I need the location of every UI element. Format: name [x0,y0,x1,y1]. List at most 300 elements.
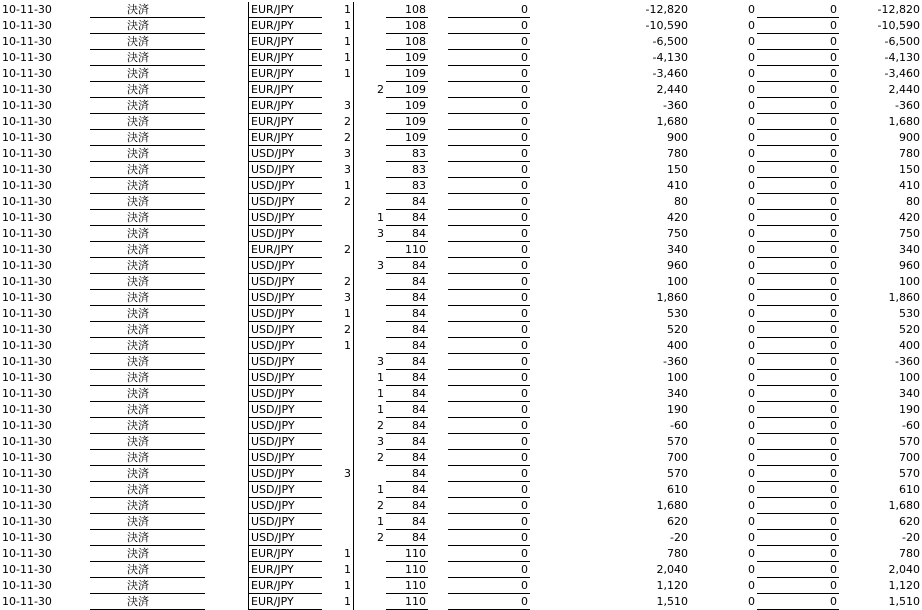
settlement-type-cell[interactable]: 決済 [125,114,175,130]
total-cell[interactable]: 960 [899,259,920,272]
settlement-type-cell[interactable]: 決済 [125,578,175,594]
fee-cell[interactable]: 0 [748,451,755,464]
sell-qty-cell[interactable]: 3 [322,290,354,306]
buy-qty-cell[interactable]: 2 [377,451,384,464]
sell-qty-cell[interactable]: 1 [322,338,354,354]
settlement-type-cell[interactable]: 決済 [125,146,175,162]
tax-cell[interactable]: 0 [757,18,839,34]
tax-cell[interactable]: 0 [757,130,839,146]
swap-cell[interactable]: 0 [448,498,530,514]
total-cell[interactable]: -12,820 [877,3,920,16]
buy-qty-cell[interactable] [354,114,386,130]
date-cell[interactable]: 10-11-30 [2,179,52,192]
sell-qty-cell[interactable]: 3 [322,162,354,178]
buy-qty-cell[interactable] [354,18,386,34]
date-cell[interactable]: 10-11-30 [2,99,52,112]
currency-pair-cell[interactable]: USD/JPY [248,194,322,210]
settlement-type-cell[interactable]: 決済 [125,498,175,514]
tax-cell[interactable]: 0 [757,434,839,450]
swap-cell[interactable]: 0 [448,82,530,98]
settlement-type-cell[interactable]: 決済 [125,546,175,562]
profit-loss-cell[interactable]: 190 [667,403,688,416]
tax-cell[interactable]: 0 [757,2,839,18]
currency-pair-cell[interactable]: EUR/JPY [248,114,322,130]
total-cell[interactable]: 100 [899,275,920,288]
date-cell[interactable]: 10-11-30 [2,163,52,176]
profit-loss-cell[interactable]: 780 [667,147,688,160]
profit-loss-cell[interactable]: 700 [667,451,688,464]
swap-cell[interactable]: 0 [448,2,530,18]
sell-qty-cell[interactable] [322,82,354,98]
currency-pair-cell[interactable]: USD/JPY [248,466,322,482]
swap-cell[interactable]: 0 [448,450,530,466]
currency-pair-cell[interactable]: USD/JPY [248,274,322,290]
rate-cell[interactable]: 84 [386,466,428,482]
total-cell[interactable]: -360 [895,355,920,368]
buy-qty-cell[interactable]: 1 [377,387,384,400]
sell-qty-cell[interactable]: 1 [322,578,354,594]
tax-cell[interactable]: 0 [757,306,839,322]
rate-cell[interactable]: 110 [386,562,428,578]
fee-cell[interactable]: 0 [748,243,755,256]
fee-cell[interactable]: 0 [748,467,755,480]
rate-cell[interactable]: 84 [386,210,428,226]
swap-cell[interactable]: 0 [448,290,530,306]
date-cell[interactable]: 10-11-30 [2,563,52,576]
date-cell[interactable]: 10-11-30 [2,483,52,496]
profit-loss-cell[interactable]: -360 [663,99,688,112]
sell-qty-cell[interactable]: 1 [322,34,354,50]
profit-loss-cell[interactable]: 1,860 [656,291,688,304]
rate-cell[interactable]: 108 [386,34,428,50]
sell-qty-cell[interactable] [322,482,354,498]
total-cell[interactable]: 150 [899,163,920,176]
fee-cell[interactable]: 0 [748,291,755,304]
rate-cell[interactable]: 84 [386,322,428,338]
date-cell[interactable]: 10-11-30 [2,403,52,416]
fee-cell[interactable]: 0 [748,355,755,368]
fee-cell[interactable]: 0 [748,195,755,208]
profit-loss-cell[interactable]: -4,130 [652,51,688,64]
currency-pair-cell[interactable]: USD/JPY [248,210,322,226]
buy-qty-cell[interactable] [354,274,386,290]
tax-cell[interactable]: 0 [757,258,839,274]
rate-cell[interactable]: 84 [386,514,428,530]
tax-cell[interactable]: 0 [757,66,839,82]
tax-cell[interactable]: 0 [757,482,839,498]
profit-loss-cell[interactable]: 1,680 [656,115,688,128]
fee-cell[interactable]: 0 [748,99,755,112]
profit-loss-cell[interactable]: 570 [667,467,688,480]
swap-cell[interactable]: 0 [448,34,530,50]
sell-qty-cell[interactable] [322,386,354,402]
fee-cell[interactable]: 0 [748,563,755,576]
settlement-type-cell[interactable]: 決済 [125,530,175,546]
swap-cell[interactable]: 0 [448,98,530,114]
total-cell[interactable]: -360 [895,99,920,112]
date-cell[interactable]: 10-11-30 [2,467,52,480]
date-cell[interactable]: 10-11-30 [2,243,52,256]
profit-loss-cell[interactable]: 400 [667,339,688,352]
tax-cell[interactable]: 0 [757,498,839,514]
tax-cell[interactable]: 0 [757,242,839,258]
fee-cell[interactable]: 0 [748,595,755,608]
settlement-type-cell[interactable]: 決済 [125,242,175,258]
date-cell[interactable]: 10-11-30 [2,83,52,96]
rate-cell[interactable]: 84 [386,354,428,370]
total-cell[interactable]: 100 [899,371,920,384]
rate-cell[interactable]: 84 [386,434,428,450]
buy-qty-cell[interactable]: 3 [377,355,384,368]
profit-loss-cell[interactable]: 1,510 [656,595,688,608]
swap-cell[interactable]: 0 [448,386,530,402]
buy-qty-cell[interactable] [354,546,386,562]
rate-cell[interactable]: 84 [386,274,428,290]
swap-cell[interactable]: 0 [448,354,530,370]
profit-loss-cell[interactable]: 610 [667,483,688,496]
fee-cell[interactable]: 0 [748,131,755,144]
settlement-type-cell[interactable]: 決済 [125,50,175,66]
total-cell[interactable]: 1,680 [888,115,920,128]
swap-cell[interactable]: 0 [448,274,530,290]
sell-qty-cell[interactable]: 1 [322,562,354,578]
buy-qty-cell[interactable]: 3 [377,435,384,448]
tax-cell[interactable]: 0 [757,274,839,290]
buy-qty-cell[interactable] [354,338,386,354]
fee-cell[interactable]: 0 [748,387,755,400]
rate-cell[interactable]: 108 [386,2,428,18]
total-cell[interactable]: 1,510 [888,595,920,608]
settlement-type-cell[interactable]: 決済 [125,194,175,210]
sell-qty-cell[interactable]: 1 [322,18,354,34]
total-cell[interactable]: 570 [899,435,920,448]
tax-cell[interactable]: 0 [757,402,839,418]
sell-qty-cell[interactable] [322,450,354,466]
currency-pair-cell[interactable]: USD/JPY [248,370,322,386]
sell-qty-cell[interactable]: 2 [322,242,354,258]
date-cell[interactable]: 10-11-30 [2,195,52,208]
sell-qty-cell[interactable]: 3 [322,466,354,482]
sell-qty-cell[interactable]: 1 [322,594,354,610]
rate-cell[interactable]: 84 [386,386,428,402]
buy-qty-cell[interactable]: 3 [377,227,384,240]
total-cell[interactable]: -20 [902,531,920,544]
settlement-type-cell[interactable]: 決済 [125,354,175,370]
sell-qty-cell[interactable] [322,418,354,434]
profit-loss-cell[interactable]: 530 [667,307,688,320]
swap-cell[interactable]: 0 [448,530,530,546]
currency-pair-cell[interactable]: USD/JPY [248,434,322,450]
date-cell[interactable]: 10-11-30 [2,307,52,320]
fee-cell[interactable]: 0 [748,67,755,80]
profit-loss-cell[interactable]: 1,680 [656,499,688,512]
currency-pair-cell[interactable]: USD/JPY [248,418,322,434]
swap-cell[interactable]: 0 [448,466,530,482]
currency-pair-cell[interactable]: USD/JPY [248,450,322,466]
swap-cell[interactable]: 0 [448,418,530,434]
rate-cell[interactable]: 110 [386,594,428,610]
buy-qty-cell[interactable] [354,466,386,482]
currency-pair-cell[interactable]: EUR/JPY [248,50,322,66]
rate-cell[interactable]: 109 [386,114,428,130]
total-cell[interactable]: 780 [899,547,920,560]
tax-cell[interactable]: 0 [757,226,839,242]
date-cell[interactable]: 10-11-30 [2,355,52,368]
total-cell[interactable]: 1,860 [888,291,920,304]
profit-loss-cell[interactable]: 520 [667,323,688,336]
fee-cell[interactable]: 0 [748,179,755,192]
date-cell[interactable]: 10-11-30 [2,595,52,608]
date-cell[interactable]: 10-11-30 [2,387,52,400]
currency-pair-cell[interactable]: EUR/JPY [248,242,322,258]
currency-pair-cell[interactable]: USD/JPY [248,290,322,306]
date-cell[interactable]: 10-11-30 [2,19,52,32]
date-cell[interactable]: 10-11-30 [2,451,52,464]
rate-cell[interactable]: 110 [386,546,428,562]
currency-pair-cell[interactable]: USD/JPY [248,306,322,322]
buy-qty-cell[interactable]: 2 [377,419,384,432]
tax-cell[interactable]: 0 [757,450,839,466]
swap-cell[interactable]: 0 [448,322,530,338]
swap-cell[interactable]: 0 [448,210,530,226]
tax-cell[interactable]: 0 [757,290,839,306]
total-cell[interactable]: -3,460 [884,67,920,80]
sell-qty-cell[interactable] [322,514,354,530]
swap-cell[interactable]: 0 [448,306,530,322]
settlement-type-cell[interactable]: 決済 [125,210,175,226]
fee-cell[interactable]: 0 [748,275,755,288]
buy-qty-cell[interactable] [354,594,386,610]
date-cell[interactable]: 10-11-30 [2,339,52,352]
total-cell[interactable]: 1,120 [888,579,920,592]
total-cell[interactable]: 400 [899,339,920,352]
fee-cell[interactable]: 0 [748,531,755,544]
tax-cell[interactable]: 0 [757,514,839,530]
fee-cell[interactable]: 0 [748,259,755,272]
settlement-type-cell[interactable]: 決済 [125,338,175,354]
settlement-type-cell[interactable]: 決済 [125,450,175,466]
currency-pair-cell[interactable]: EUR/JPY [248,130,322,146]
settlement-type-cell[interactable]: 決済 [125,402,175,418]
settlement-type-cell[interactable]: 決済 [125,162,175,178]
date-cell[interactable]: 10-11-30 [2,515,52,528]
settlement-type-cell[interactable]: 決済 [125,482,175,498]
tax-cell[interactable]: 0 [757,466,839,482]
tax-cell[interactable]: 0 [757,578,839,594]
date-cell[interactable]: 10-11-30 [2,579,52,592]
swap-cell[interactable]: 0 [448,546,530,562]
swap-cell[interactable]: 0 [448,370,530,386]
sell-qty-cell[interactable]: 1 [322,66,354,82]
settlement-type-cell[interactable]: 決済 [125,2,175,18]
buy-qty-cell[interactable] [354,578,386,594]
buy-qty-cell[interactable] [354,98,386,114]
fee-cell[interactable]: 0 [748,147,755,160]
sell-qty-cell[interactable] [322,402,354,418]
fee-cell[interactable]: 0 [748,307,755,320]
buy-qty-cell[interactable] [354,242,386,258]
total-cell[interactable]: 2,440 [888,83,920,96]
currency-pair-cell[interactable]: USD/JPY [248,530,322,546]
fee-cell[interactable]: 0 [748,115,755,128]
currency-pair-cell[interactable]: USD/JPY [248,386,322,402]
profit-loss-cell[interactable]: -360 [663,355,688,368]
buy-qty-cell[interactable] [354,50,386,66]
currency-pair-cell[interactable]: EUR/JPY [248,578,322,594]
sell-qty-cell[interactable] [322,258,354,274]
fee-cell[interactable]: 0 [748,499,755,512]
tax-cell[interactable]: 0 [757,386,839,402]
profit-loss-cell[interactable]: 780 [667,547,688,560]
total-cell[interactable]: -4,130 [884,51,920,64]
tax-cell[interactable]: 0 [757,82,839,98]
settlement-type-cell[interactable]: 決済 [125,130,175,146]
tax-cell[interactable]: 0 [757,562,839,578]
fee-cell[interactable]: 0 [748,579,755,592]
total-cell[interactable]: 780 [899,147,920,160]
currency-pair-cell[interactable]: EUR/JPY [248,66,322,82]
settlement-type-cell[interactable]: 決済 [125,98,175,114]
buy-qty-cell[interactable]: 2 [377,83,384,96]
swap-cell[interactable]: 0 [448,594,530,610]
swap-cell[interactable]: 0 [448,50,530,66]
buy-qty-cell[interactable] [354,162,386,178]
rate-cell[interactable]: 109 [386,130,428,146]
swap-cell[interactable]: 0 [448,226,530,242]
rate-cell[interactable]: 108 [386,18,428,34]
date-cell[interactable]: 10-11-30 [2,323,52,336]
profit-loss-cell[interactable]: -3,460 [652,67,688,80]
date-cell[interactable]: 10-11-30 [2,67,52,80]
tax-cell[interactable]: 0 [757,594,839,610]
rate-cell[interactable]: 109 [386,82,428,98]
total-cell[interactable]: -6,500 [884,35,920,48]
profit-loss-cell[interactable]: 2,040 [656,563,688,576]
swap-cell[interactable]: 0 [448,162,530,178]
sell-qty-cell[interactable] [322,498,354,514]
rate-cell[interactable]: 84 [386,450,428,466]
tax-cell[interactable]: 0 [757,178,839,194]
rate-cell[interactable]: 84 [386,418,428,434]
currency-pair-cell[interactable]: USD/JPY [248,354,322,370]
buy-qty-cell[interactable] [354,178,386,194]
date-cell[interactable]: 10-11-30 [2,419,52,432]
settlement-type-cell[interactable]: 決済 [125,258,175,274]
rate-cell[interactable]: 84 [386,402,428,418]
currency-pair-cell[interactable]: USD/JPY [248,226,322,242]
sell-qty-cell[interactable]: 3 [322,98,354,114]
rate-cell[interactable]: 83 [386,146,428,162]
currency-pair-cell[interactable]: EUR/JPY [248,594,322,610]
date-cell[interactable]: 10-11-30 [2,51,52,64]
rate-cell[interactable]: 84 [386,338,428,354]
fee-cell[interactable]: 0 [748,435,755,448]
settlement-type-cell[interactable]: 決済 [125,322,175,338]
sell-qty-cell[interactable]: 1 [322,546,354,562]
tax-cell[interactable]: 0 [757,418,839,434]
fee-cell[interactable]: 0 [748,547,755,560]
buy-qty-cell[interactable] [354,290,386,306]
buy-qty-cell[interactable]: 1 [377,371,384,384]
currency-pair-cell[interactable]: USD/JPY [248,322,322,338]
profit-loss-cell[interactable]: 340 [667,387,688,400]
tax-cell[interactable]: 0 [757,210,839,226]
profit-loss-cell[interactable]: -6,500 [652,35,688,48]
profit-loss-cell[interactable]: -12,820 [645,3,688,16]
sell-qty-cell[interactable]: 2 [322,194,354,210]
swap-cell[interactable]: 0 [448,482,530,498]
rate-cell[interactable]: 83 [386,162,428,178]
buy-qty-cell[interactable]: 2 [377,499,384,512]
currency-pair-cell[interactable]: EUR/JPY [248,562,322,578]
total-cell[interactable]: 1,680 [888,499,920,512]
profit-loss-cell[interactable]: 570 [667,435,688,448]
settlement-type-cell[interactable]: 決済 [125,370,175,386]
currency-pair-cell[interactable]: USD/JPY [248,162,322,178]
currency-pair-cell[interactable]: USD/JPY [248,178,322,194]
currency-pair-cell[interactable]: EUR/JPY [248,82,322,98]
settlement-type-cell[interactable]: 決済 [125,386,175,402]
profit-loss-cell[interactable]: 150 [667,163,688,176]
tax-cell[interactable]: 0 [757,162,839,178]
profit-loss-cell[interactable]: 100 [667,275,688,288]
currency-pair-cell[interactable]: USD/JPY [248,498,322,514]
fee-cell[interactable]: 0 [748,371,755,384]
tax-cell[interactable]: 0 [757,50,839,66]
tax-cell[interactable]: 0 [757,114,839,130]
fee-cell[interactable]: 0 [748,419,755,432]
sell-qty-cell[interactable]: 2 [322,114,354,130]
profit-loss-cell[interactable]: 900 [667,131,688,144]
settlement-type-cell[interactable]: 決済 [125,34,175,50]
tax-cell[interactable]: 0 [757,370,839,386]
swap-cell[interactable]: 0 [448,178,530,194]
total-cell[interactable]: -10,590 [877,19,920,32]
total-cell[interactable]: 520 [899,323,920,336]
total-cell[interactable]: 340 [899,387,920,400]
tax-cell[interactable]: 0 [757,546,839,562]
fee-cell[interactable]: 0 [748,403,755,416]
swap-cell[interactable]: 0 [448,18,530,34]
swap-cell[interactable]: 0 [448,514,530,530]
total-cell[interactable]: 410 [899,179,920,192]
settlement-type-cell[interactable]: 決済 [125,226,175,242]
fee-cell[interactable]: 0 [748,227,755,240]
rate-cell[interactable]: 109 [386,50,428,66]
rate-cell[interactable]: 84 [386,370,428,386]
sell-qty-cell[interactable] [322,434,354,450]
profit-loss-cell[interactable]: 340 [667,243,688,256]
sell-qty-cell[interactable] [322,530,354,546]
settlement-type-cell[interactable]: 決済 [125,418,175,434]
sell-qty-cell[interactable]: 1 [322,306,354,322]
swap-cell[interactable]: 0 [448,562,530,578]
tax-cell[interactable]: 0 [757,530,839,546]
rate-cell[interactable]: 84 [386,258,428,274]
tax-cell[interactable]: 0 [757,98,839,114]
date-cell[interactable]: 10-11-30 [2,371,52,384]
buy-qty-cell[interactable] [354,34,386,50]
fee-cell[interactable]: 0 [748,323,755,336]
profit-loss-cell[interactable]: -10,590 [645,19,688,32]
tax-cell[interactable]: 0 [757,146,839,162]
date-cell[interactable]: 10-11-30 [2,499,52,512]
currency-pair-cell[interactable]: EUR/JPY [248,18,322,34]
swap-cell[interactable]: 0 [448,258,530,274]
swap-cell[interactable]: 0 [448,338,530,354]
sell-qty-cell[interactable]: 1 [322,50,354,66]
swap-cell[interactable]: 0 [448,146,530,162]
